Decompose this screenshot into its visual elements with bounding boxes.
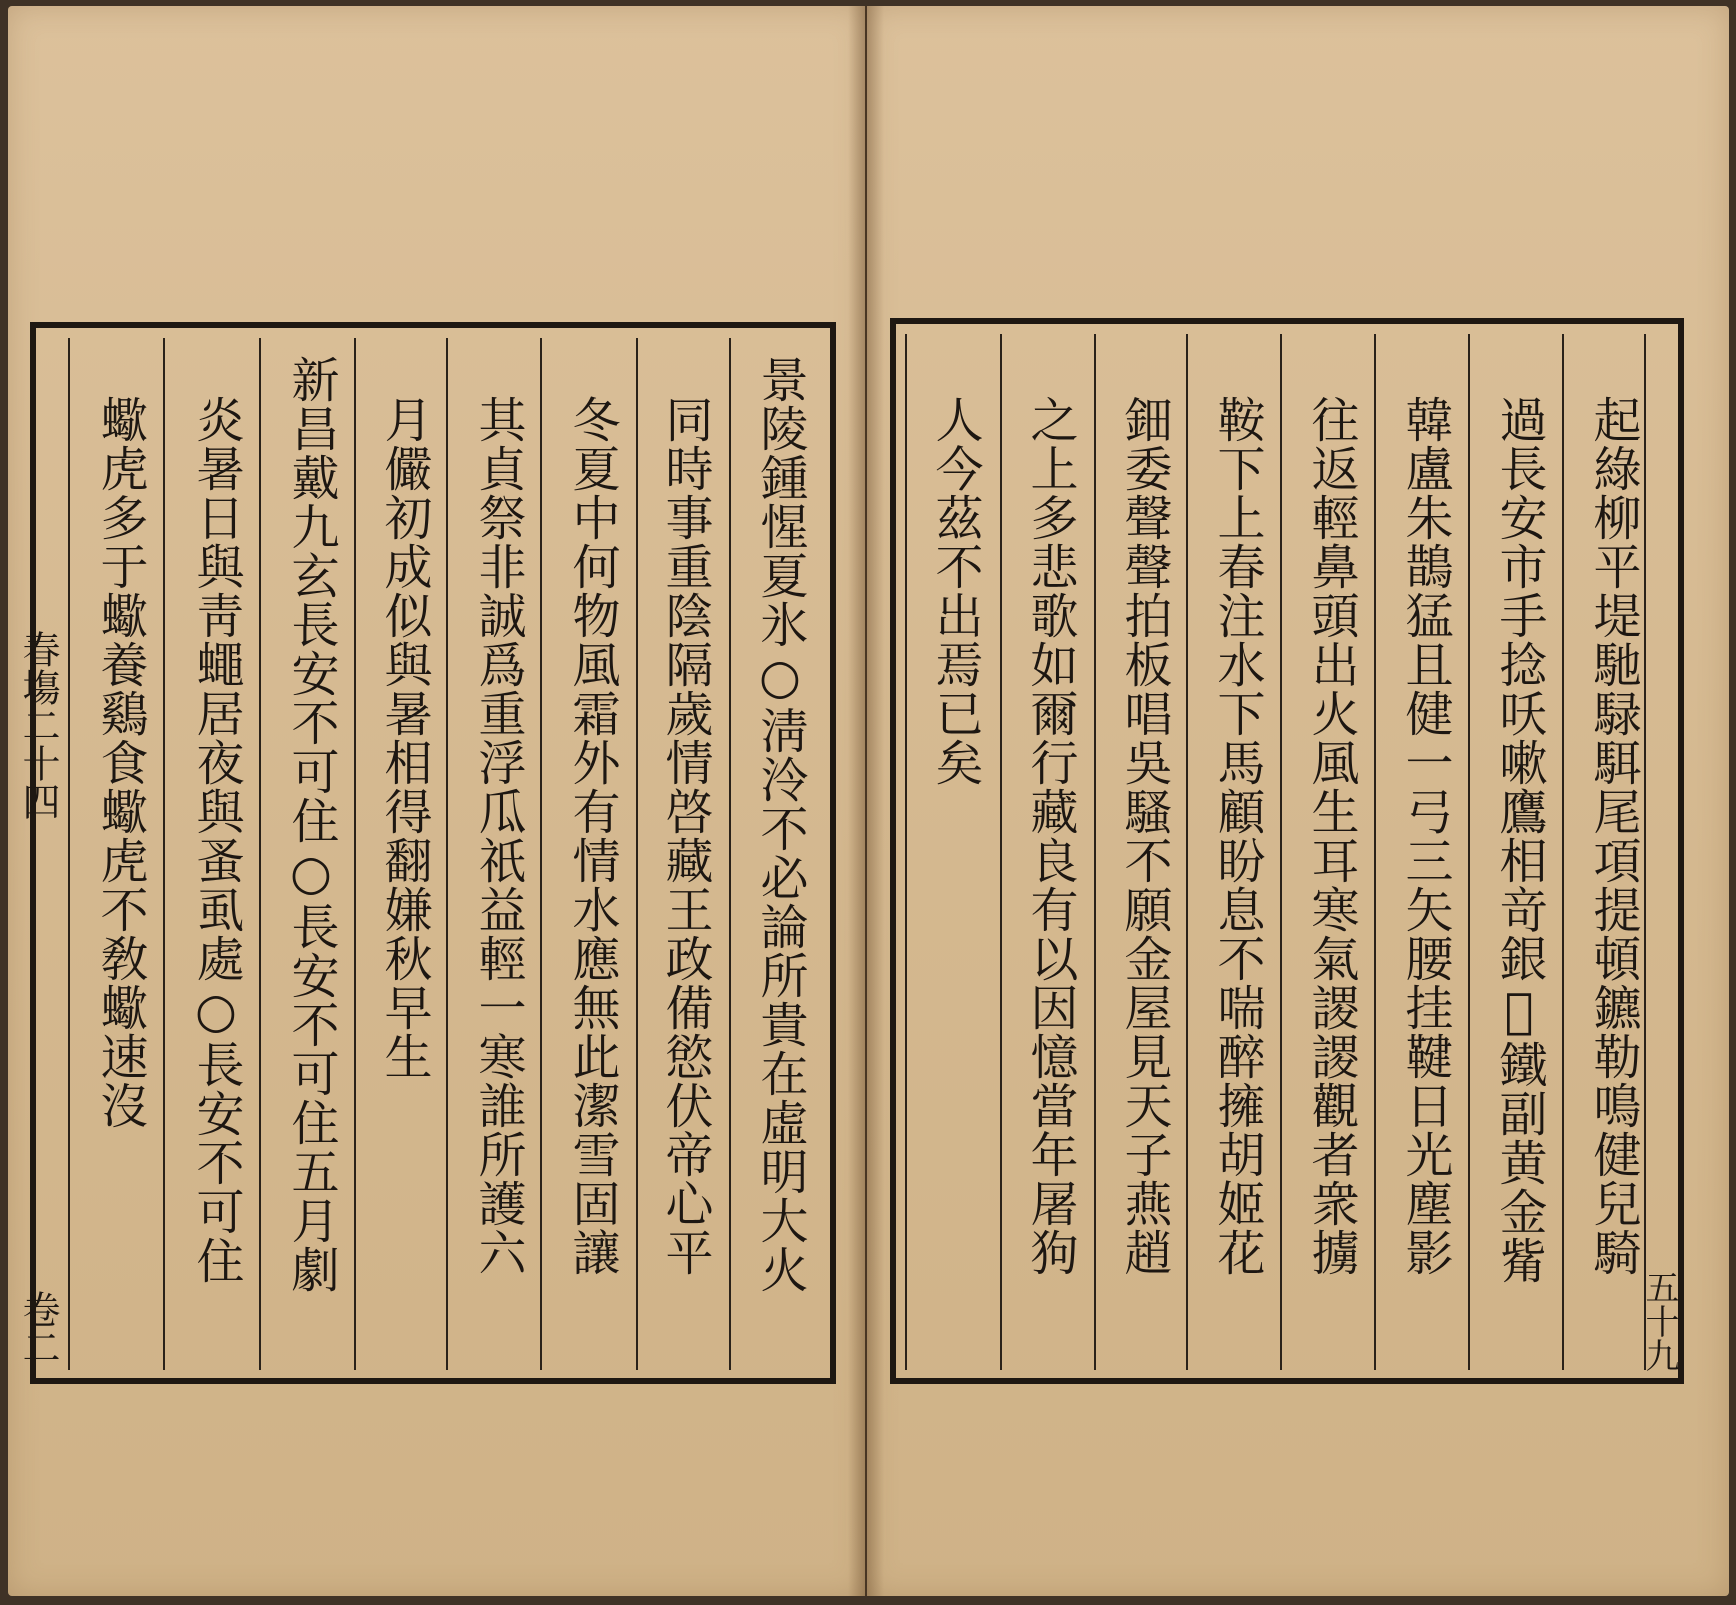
right-column-rule	[1000, 334, 1002, 1370]
left-frame-left-border	[30, 322, 36, 1384]
right-column-2: 過長安市手捻㕭嗽鷹相竒銀𩦿鐵副黄金觜	[1491, 395, 1547, 1285]
book-gutter	[848, 6, 884, 1596]
left-column-4: 其貞祭非誠爲重浮瓜祇益輕一寒誰所護六	[470, 395, 526, 1277]
left-column-rule	[729, 338, 731, 1370]
left-column-7: 炎暑日與靑蠅居夜與蚤虱處○長安不可住	[188, 395, 244, 1285]
right-column-3: 韓盧朱鵲猛且健一弓三矢腰挂鞬日光塵影	[1397, 395, 1453, 1277]
right-column-5: 鞍下上春注水下馬顧盼息不喘醉擁胡姬花	[1209, 395, 1265, 1277]
left-column-rule	[259, 338, 261, 1370]
right-column-7: 之上多悲歌如爾行藏良有以因憶當年屠狗	[1022, 395, 1078, 1277]
left-margin-title: 春塲二十四	[16, 630, 60, 820]
right-column-rule	[1094, 334, 1096, 1370]
right-column-rule	[1186, 334, 1188, 1370]
right-column-rule	[1468, 334, 1470, 1370]
left-frame-right-border	[830, 322, 836, 1384]
left-column-8: 蠍虎多于蠍養鷄食蠍虎不敎蠍速沒	[92, 395, 148, 1130]
right-column-rule	[1562, 334, 1564, 1370]
right-column-1: 起綠柳平堤馳騄駬尾項提頓鑣勒鳴健兒騎	[1585, 395, 1641, 1277]
right-column-rule	[1280, 334, 1282, 1370]
right-frame-top-border	[890, 318, 1684, 324]
left-column-1: 景陵鍾惺夏氷○淸泠不必論所貴在虛明大火	[752, 355, 808, 1294]
left-frame-bottom-border	[30, 1378, 836, 1384]
left-column-6: 新昌戴九玄長安不可住○長安不可住五月劇	[283, 355, 339, 1294]
right-column-8: 人今茲不出焉已矣	[927, 395, 983, 787]
left-column-3: 冬夏中何物風霜外有情水應無此潔雪固讓	[564, 395, 620, 1277]
left-margin-volume: 卷二	[16, 1290, 60, 1366]
right-column-rule	[1374, 334, 1376, 1370]
right-column-rule	[905, 334, 907, 1370]
left-column-rule	[68, 338, 70, 1370]
left-column-5: 月儼初成似與暑相得翻嫌秋早生	[376, 395, 432, 1081]
left-frame-top-border	[30, 322, 836, 328]
left-column-rule	[354, 338, 356, 1370]
right-frame-bottom-border	[890, 1378, 1684, 1384]
left-column-rule	[636, 338, 638, 1370]
left-column-rule	[540, 338, 542, 1370]
right-column-4: 往返輕鼻頭出火風生耳寒氣謖謖觀者衆擄	[1303, 395, 1359, 1277]
right-page-number: 五十九	[1639, 1270, 1679, 1372]
right-frame-left-border	[890, 318, 896, 1384]
right-frame-right-border	[1678, 318, 1684, 1384]
left-column-rule	[446, 338, 448, 1370]
left-column-2: 同時事重陰隔歲情啓藏王政備慾伏帝心平	[657, 395, 713, 1277]
left-column-rule	[163, 338, 165, 1370]
right-column-6: 鈿委聲聲拍板唱吳騷不願金屋見天子燕趙	[1116, 395, 1172, 1277]
